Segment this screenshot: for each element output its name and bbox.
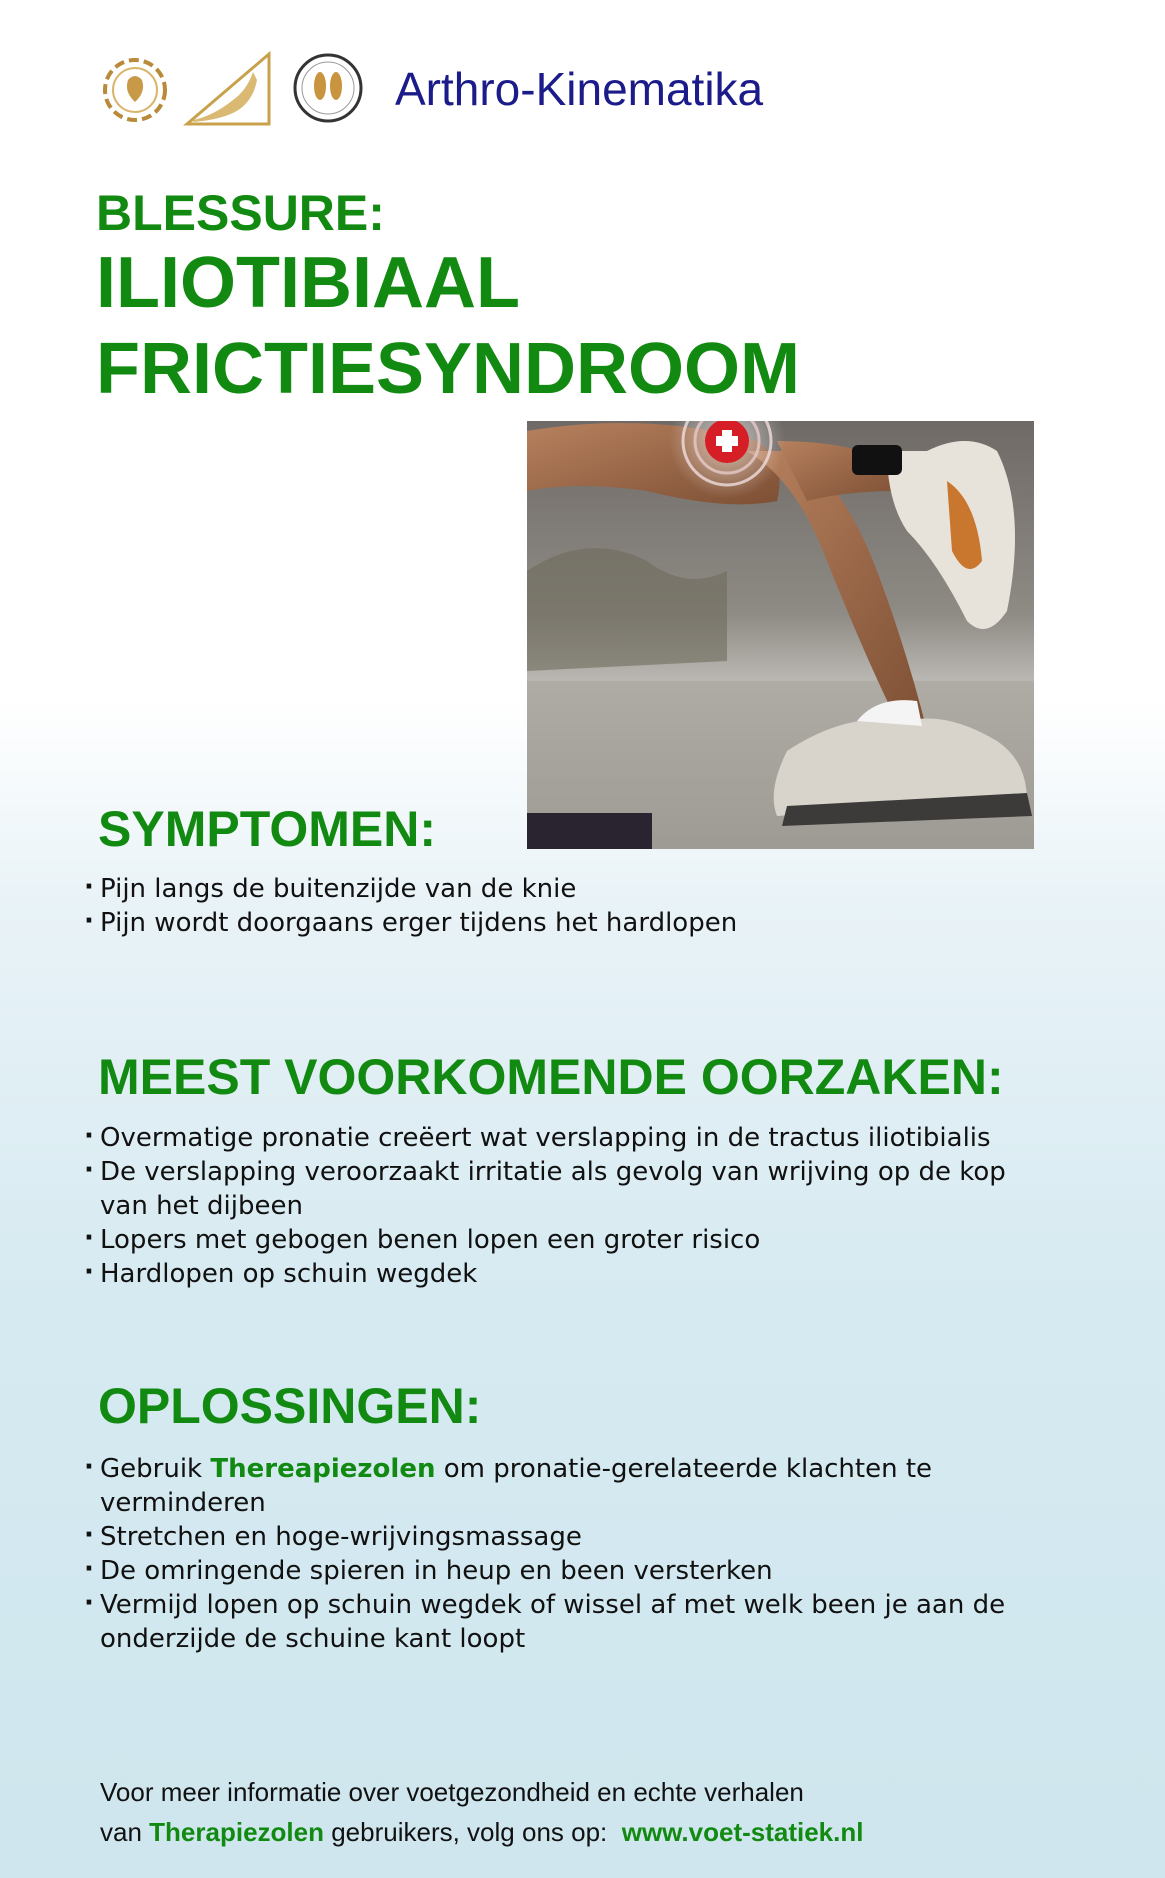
list-item: · Overmatige pronatie creëert wat verslapping in de tractus iliotibialis [84, 1121, 1044, 1155]
list-item: · Pijn langs de buitenzijde van de knie [84, 872, 737, 906]
list-item: · Pijn wordt doorgaans erger tijdens het hardlopen [84, 906, 737, 940]
causes-list [84, 1121, 1044, 1291]
logo-foot-triangle [183, 50, 273, 132]
product-name-highlight: Thereapiezolen [210, 1454, 436, 1484]
solutions-heading: OPLOSSINGEN: [98, 1378, 482, 1434]
footer-line-2 [100, 1812, 863, 1852]
list-item: · Hardlopen op schuin wegdek [84, 1257, 1044, 1291]
title-kicker: BLESSURE: [96, 185, 385, 241]
page-title-line-2: FRICTIESYNDROOM [96, 329, 801, 409]
logo-feet-society-badge [292, 50, 364, 130]
footer-product-highlight: Therapiezolen [149, 1817, 324, 1847]
brand-name: Arthro-Kinematika [395, 63, 764, 115]
footer-prefix: van [100, 1817, 142, 1847]
solution-item-prefix: Gebruik [100, 1454, 203, 1484]
causes-heading: MEEST VOORKOMENDE OORZAKEN: [98, 1049, 1004, 1105]
footer-line-1: Voor meer informatie over voetgezondheid en echte verhalen [100, 1777, 804, 1807]
solutions-list [84, 1452, 1044, 1656]
page-title-line-1: ILIOTIBIAAL [96, 243, 520, 323]
list-item: · Vermijd lopen op schuin wegdek of wissel af met welk been je aan de onderzijde de schuine kant loopt [84, 1588, 1044, 1656]
logo-circle-emblem [98, 50, 172, 134]
footer-note [100, 1772, 863, 1852]
symptoms-list [84, 872, 737, 940]
solution-item-suffix: om pronatie-gerelateerde klachten te verminderen [100, 1454, 933, 1518]
list-item: · De verslapping veroorzaakt irritatie als gevolg van wrijving op de kop van het dijbeen [84, 1155, 1044, 1223]
list-item: · Lopers met gebogen benen lopen een groter risico [84, 1223, 1044, 1257]
website-link[interactable]: www.voet-statiek.nl [621, 1817, 864, 1847]
list-item: · Stretchen en hoge-wrijvingsmassage [84, 1520, 1044, 1554]
symptoms-heading: SYMPTOMEN: [98, 801, 436, 857]
page-title [96, 240, 800, 412]
runner-knee-photo [527, 421, 1034, 849]
list-item [84, 1452, 1044, 1520]
footer-mid: gebruikers, volg ons op: [331, 1817, 608, 1847]
list-item: · De omringende spieren in heup en been versterken [84, 1554, 1044, 1588]
